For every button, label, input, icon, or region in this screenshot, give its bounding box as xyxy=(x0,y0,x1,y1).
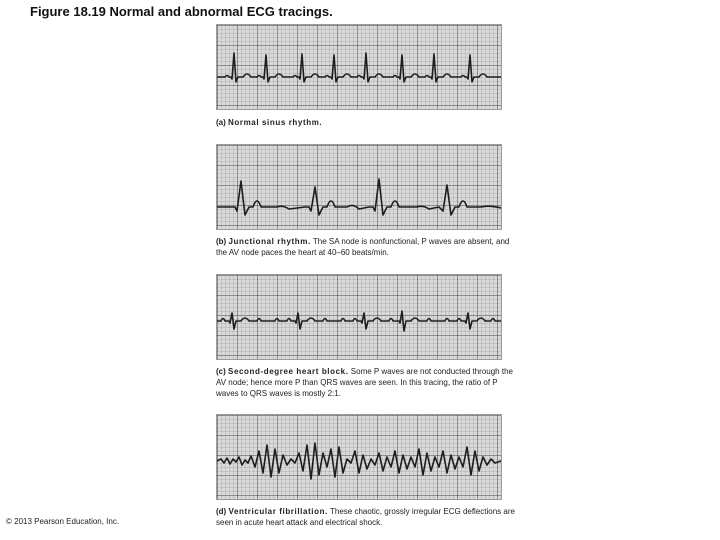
ecg-strip-ventricular-fibrillation xyxy=(216,414,502,500)
caption-c xyxy=(216,366,516,399)
caption-a xyxy=(216,117,516,128)
caption-d xyxy=(216,506,516,528)
ecg-strip-heart-block xyxy=(216,274,502,360)
caption-b-letter: (b) xyxy=(216,237,227,246)
caption-d-title: Ventricular fibrillation. xyxy=(228,507,328,516)
caption-b xyxy=(216,236,516,258)
figure-title: Figure 18.19 Normal and abnormal ECG tracings. xyxy=(30,4,333,19)
ecg-trace-ventricular-fibrillation xyxy=(217,415,501,499)
caption-b-title: Junctional rhythm. xyxy=(228,237,311,246)
caption-d-description: These chaotic, grossly irregular ECG deflections are seen in acute heart attack and electrical shock. xyxy=(216,507,515,527)
caption-a-title: Normal sinus rhythm. xyxy=(228,118,323,127)
copyright-notice: © 2013 Pearson Education, Inc. xyxy=(6,517,120,526)
ecg-strip-normal-sinus xyxy=(216,24,502,110)
ecg-trace-heart-block xyxy=(217,275,501,359)
caption-a-letter: (a) xyxy=(216,118,226,127)
ecg-strip-junctional xyxy=(216,144,502,230)
caption-c-description: Some P waves are not conducted through the AV node; hence more P than QRS waves are seen. In this tracing, the ratio of P waves to QRS waves is mostly 2:1. xyxy=(216,367,513,398)
ecg-trace-normal-sinus xyxy=(217,25,501,109)
caption-c-title: Second-degree heart block. xyxy=(228,367,349,376)
caption-d-letter: (d) xyxy=(216,507,227,516)
caption-c-letter: (c) xyxy=(216,367,226,376)
ecg-trace-junctional xyxy=(217,145,501,229)
caption-b-description: The SA node is nonfunctional, P waves are absent, and the AV node paces the heart at 40–60 beats/min. xyxy=(216,237,510,257)
